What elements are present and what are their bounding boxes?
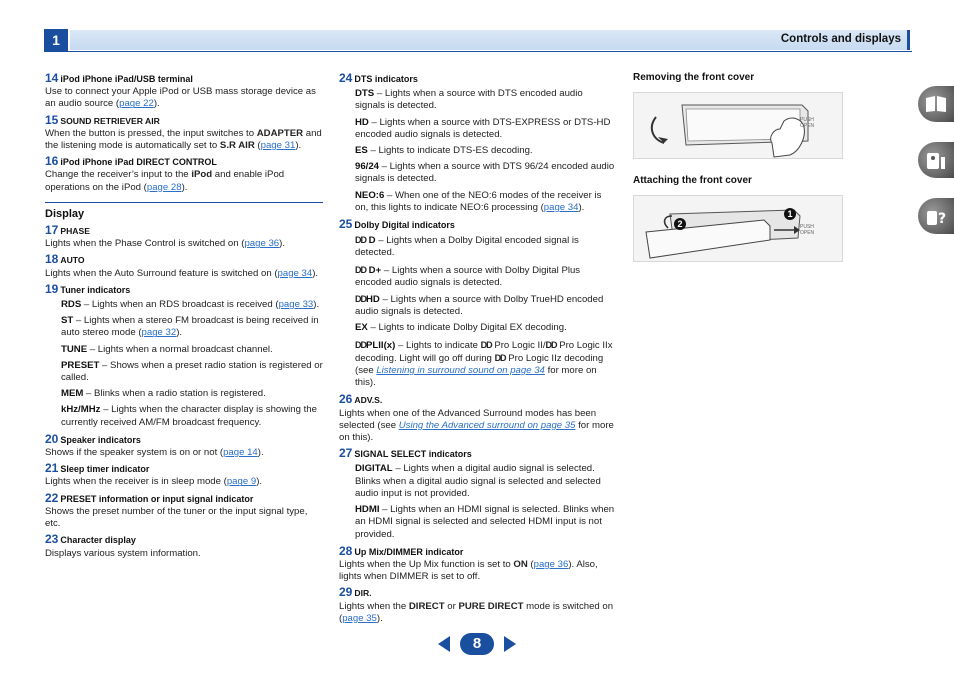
step-2-badge: 2 <box>674 218 686 230</box>
dolby-logo-icon: DD <box>355 264 366 275</box>
dolby-d: DD D – Lights when a Dolby Digital encoded signal is detected. <box>355 235 579 259</box>
remove-cover-heading: Removing the front cover <box>633 72 755 83</box>
item-text: ( <box>254 140 261 152</box>
item-title: Sleep timer indicator <box>60 464 150 475</box>
item-title: Dolby Digital indicators <box>354 220 455 231</box>
column-right <box>633 72 883 262</box>
item-text: Shows if the speaker system is on or not ( <box>45 447 224 459</box>
item-number: 23 <box>45 532 59 547</box>
item-14 <box>45 72 323 111</box>
item-number: 28 <box>339 543 353 558</box>
item-number: 27 <box>339 446 353 461</box>
item-24 <box>339 72 615 214</box>
column-left <box>45 72 323 563</box>
item-text: Change the receiver’s input to the <box>45 169 192 181</box>
item-title: Character display <box>60 535 136 546</box>
page-link[interactable]: page 33 <box>278 299 314 311</box>
attach-cover-illustration <box>633 195 843 262</box>
item-text-end: ). <box>295 140 302 152</box>
item-15 <box>45 114 323 153</box>
dts-dts: DTS – Lights when a source with DTS encoded audio signals is detected. <box>355 88 583 112</box>
item-text-end: ). <box>256 476 263 488</box>
item-16 <box>45 155 323 194</box>
dolby-hd: DDHD – Lights when a source with Dolby TrueHD encoded audio signals is detected. <box>355 294 604 318</box>
item-title: AUTO <box>60 255 85 266</box>
dolby-logo-icon: DD <box>480 339 492 350</box>
item-title: Tuner indicators <box>60 284 131 295</box>
page-link[interactable]: page 34 <box>277 267 313 279</box>
item-number: 18 <box>45 252 59 267</box>
page-link[interactable]: page 36 <box>533 558 569 570</box>
tuner-tune: TUNE – Lights when a normal broadcast channel. <box>61 343 273 355</box>
book-icon[interactable] <box>918 86 954 122</box>
chapter-number: 1 <box>52 31 60 48</box>
item-18 <box>45 253 323 279</box>
header-divider <box>44 51 912 52</box>
remove-cover-illustration <box>633 92 843 159</box>
item-text-end: ). <box>312 267 319 279</box>
item-text: Lights when the receiver is in sleep mode ( <box>45 476 227 488</box>
signal-digital: DIGITAL – Lights when a digital audio signal is selected. Blinks when a digital audio signal is selected and selected audio input is not provided. <box>355 463 601 499</box>
item-22 <box>45 492 323 531</box>
item-number: 29 <box>339 585 353 600</box>
item-text-end: for more on this). <box>339 419 614 444</box>
item-text: Shows the preset number of the tuner or the input signal type, etc. <box>45 505 308 530</box>
column-middle <box>339 72 615 628</box>
item-title: Up Mix/DIMMER indicator <box>354 546 464 557</box>
item-number: 16 <box>45 154 59 169</box>
tuner-preset: PRESET – Shows when a preset radio station is registered or called. <box>61 359 323 384</box>
page-link[interactable]: page 36 <box>244 238 280 250</box>
dolby-logo-icon: DD <box>355 339 366 350</box>
dolby-logo-icon: DD <box>355 235 366 246</box>
item-26 <box>339 393 615 444</box>
dolby-ex: EX – Lights to indicate Dolby Digital EX decoding. <box>355 322 567 334</box>
item-number: 14 <box>45 71 59 85</box>
item-number: 20 <box>45 431 59 446</box>
header-bar <box>70 30 910 50</box>
item-28: 28 Up Mix/DIMMER indicator Lights when the Up Mix function is set to ON (page 36). Also, lights when DIMMER is set to off. <box>339 543 598 583</box>
item-23 <box>45 533 323 559</box>
page-navigation <box>436 633 518 655</box>
item-number: 15 <box>45 112 59 127</box>
item-title: PRESET information or input signal indicator <box>60 493 254 504</box>
dolby-pl: DDPLII(x) – Lights to indicate DD Pro Logic II/DD Pro Logic IIx decoding. Light will go off during DD Pro Logic IIz decoding (see Listening in surround sound on page 34 for more on this). <box>355 339 613 389</box>
item-text-end: ). <box>153 98 160 110</box>
item-bold: ADAPTER <box>256 127 304 139</box>
section-heading-display: Display <box>45 202 323 220</box>
dts-hd: HD – Lights when a source with DTS-EXPRESS or DTS-HD encoded audio signals is detected. <box>355 116 611 140</box>
item-number: 19 <box>45 281 59 296</box>
page-link[interactable]: page 28 <box>146 181 182 193</box>
signal-hdmi: HDMI – Lights when an HDMI signal is selected. Blinks when an HDMI signal is selected and selected HDMI input is not provided. <box>355 504 615 540</box>
item-number: 17 <box>45 223 59 238</box>
page-section-title: Controls and displays <box>780 33 901 45</box>
page-link[interactable]: page 14 <box>223 447 258 459</box>
item-21 <box>45 462 323 488</box>
page-link[interactable]: page 9 <box>226 476 257 488</box>
item-title: iPod iPhone iPad DIRECT CONTROL <box>60 157 217 168</box>
item-text-end: ). <box>181 181 188 193</box>
item-19 <box>45 283 323 429</box>
dolby-logo-icon: DD <box>494 352 506 363</box>
item-text-end: ). <box>257 447 264 459</box>
item-number: 24 <box>339 71 353 85</box>
item-text: Lights when the Phase Control is switched on ( <box>45 238 245 250</box>
item-text: Lights when the Auto Surround feature is switched on ( <box>45 267 278 279</box>
item-text: When the button is pressed, the input switches to <box>45 127 257 139</box>
item-27 <box>339 447 615 540</box>
dolby-dplus: DD D+ – Lights when a source with Dolby Digital Plus encoded audio signals is detected. <box>355 264 581 288</box>
previous-page-arrow-icon[interactable] <box>438 636 450 652</box>
page-link[interactable]: Listening in surround sound on page 34 <box>376 365 545 377</box>
dolby-logo-icon: DD <box>545 339 557 350</box>
dts-neo6: NEO:6 – When one of the NEO:6 modes of the receiver is on, this lights to indicate NEO:6 processing (page 34). <box>355 189 602 213</box>
tuner-mem: MEM – Blinks when a radio station is registered. <box>61 388 266 400</box>
page-link[interactable]: page 34 <box>543 201 579 213</box>
item-text: and the listening mode is automatically set to <box>45 127 322 152</box>
chapter-badge <box>44 29 68 51</box>
dts-9624: 96/24 – Lights when a source with DTS 96/24 encoded audio signals is detected. <box>355 161 615 185</box>
page-link[interactable]: page 35 <box>342 612 377 624</box>
item-number: 25 <box>339 217 353 232</box>
item-text: and enable iPod operations on the iPod ( <box>45 169 285 193</box>
page-link[interactable]: page 32 <box>141 327 177 339</box>
item-number: 26 <box>339 392 353 407</box>
item-title: DIR. <box>354 588 372 599</box>
item-title: PHASE <box>60 226 90 237</box>
item-text: Lights when one of the Advanced Surround modes has been selected (see <box>339 407 597 431</box>
attach-cover-heading: Attaching the front cover <box>633 175 752 187</box>
page-link[interactable]: page 31 <box>260 140 296 152</box>
push-open-label: PUSH OPEN <box>800 224 815 237</box>
remote-icon[interactable] <box>918 142 954 178</box>
item-bold: S.R AIR <box>219 140 255 152</box>
dts-es: ES – Lights to indicate DTS-ES decoding. <box>355 145 533 157</box>
next-page-arrow-icon[interactable] <box>504 636 516 652</box>
tuner-rds: RDS – Lights when an RDS broadcast is received (page 33). <box>61 299 320 311</box>
step-1-badge: 1 <box>784 208 796 220</box>
item-title: ADV.S. <box>354 395 383 406</box>
item-title: Speaker indicators <box>60 434 141 445</box>
help-icon[interactable] <box>918 198 954 234</box>
page-link[interactable]: Using the Advanced surround on page 35 <box>398 419 576 431</box>
svg-text:?: ? <box>938 211 947 227</box>
item-20 <box>45 433 323 459</box>
item-number: 21 <box>45 461 59 476</box>
tuner-st: ST – Lights when a stereo FM broadcast is being received in auto stereo mode (page 32). <box>61 315 319 339</box>
item-text: Displays various system information. <box>45 547 201 559</box>
page-link[interactable]: page 22 <box>119 98 154 110</box>
item-title: SIGNAL SELECT indicators <box>354 449 472 460</box>
dolby-logo-icon: DD <box>355 294 366 305</box>
item-29: 29 DIR. Lights when the DIRECT or PURE DIRECT mode is switched on (page 35). <box>339 585 614 624</box>
item-text-end: ). <box>279 238 286 250</box>
item-number: 22 <box>45 490 59 505</box>
item-text: Use to connect your Apple iPod or USB mass storage device as an audio source ( <box>45 86 316 110</box>
push-open-label: PUSH OPEN <box>800 117 815 130</box>
item-title: SOUND RETRIEVER AIR <box>60 115 160 126</box>
item-25 <box>339 218 615 389</box>
page-number: 8 <box>460 633 494 655</box>
item-title: iPod iPhone iPad/USB terminal <box>60 74 193 84</box>
tuner-khz: kHz/MHz – Lights when the character display is showing the currently received AM/FM broadcast frequency. <box>61 404 317 428</box>
item-17 <box>45 224 323 250</box>
item-bold: iPod <box>191 169 213 181</box>
item-title: DTS indicators <box>354 74 418 84</box>
